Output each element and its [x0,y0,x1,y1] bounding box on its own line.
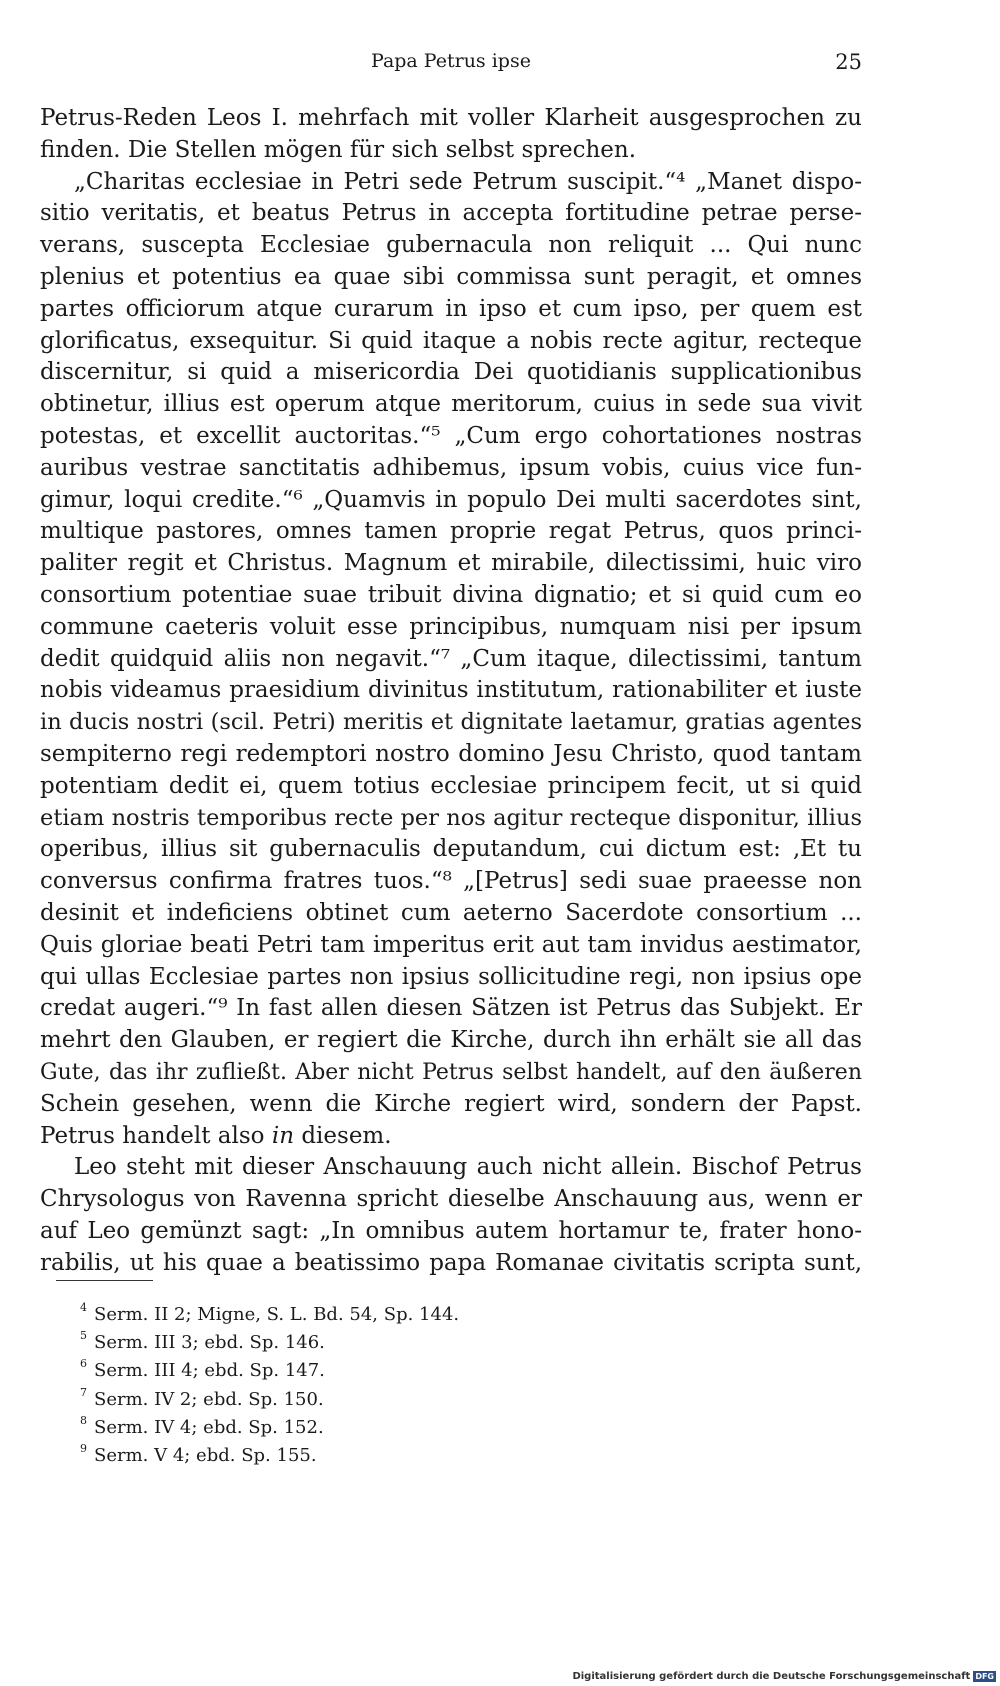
footnote-text: Serm. III 4; ebd. Sp. 147. [94,1360,325,1382]
running-header [40,50,862,80]
footnote [80,1383,459,1411]
text-line: Quis gloriae beati Petri tam imperitus erit aut tam invidus aestimator, [40,931,862,958]
emphasized-word: in [271,1122,295,1149]
text-line: partes officiorum atque curarum in ipso et cum ipso, per quem est [40,295,862,322]
footnote-mark: 7 [80,1385,87,1399]
footnote [80,1354,459,1382]
footnote-text: Serm. IV 2; ebd. Sp. 150. [94,1388,324,1410]
text-line: gimur, loqui credite.“⁶ „Quamvis in populo Dei multi sacerdotes sint, [40,486,862,513]
text-line: potentiam dedit ei, quem totius ecclesiae principem fecit, ut si quid [40,772,862,799]
text-line: obtinetur, illius est operum atque meritorum, cuius in sede sua vivit [40,391,862,418]
text-line: qui ullas Ecclesiae partes non ipsius sollicitudine regi, non ipsius ope [40,963,862,990]
page-number: 25 [835,50,862,74]
footnote-text: Serm. IV 4; ebd. Sp. 152. [94,1416,324,1438]
text-line: desinit et indeficiens obtinet cum aeterno Sacerdote consortium ... [40,899,862,926]
text-line: potestas, et excellit auctoritas.“⁵ „Cum ergo cohortationes nostras [40,422,862,449]
text-line: Petrus-Reden Leos I. mehrfach mit voller Klarheit ausgesprochen zu [40,105,862,131]
text-line: glorificatus, exsequitur. Si quid itaque a nobis recte agitur, recteque [40,327,862,354]
text-line: auribus vestrae sanctitatis adhibemus, ipsum vobis, cuius vice fun- [40,454,862,481]
footnote [80,1411,459,1439]
text-line: verans, suscepta Ecclesiae gubernacula non reliquit ... Qui nunc [40,232,862,259]
body-text [40,103,862,1279]
text-line: auf Leo gemünzt sagt: „In omnibus autem hortamur te, frater hono- [40,1217,862,1244]
digitization-credit [572,1671,996,1682]
text-line: operibus, illius sit gubernaculis deputandum, cui dictum est: ‚Et tu [40,836,862,863]
footnote-mark: 9 [80,1442,87,1456]
text-line: in ducis nostri (scil. Petri) meritis et dignitate laetamur, gratias agentes [40,709,862,736]
text-line: consortium potentiae suae tribuit divina dignatio; et si quid cum eo [40,581,862,608]
text-line: rabilis, ut his quae a beatissimo papa Romanae civitatis scripta sunt, [40,1249,862,1276]
text-line: discernitur, si quid a misericordia Dei quotidianis supplicationibus [40,359,862,386]
footnote-mark: 6 [80,1357,87,1371]
footnote-text: Serm. III 3; ebd. Sp. 146. [94,1332,325,1354]
text-line: multique pastores, omnes tamen proprie regat Petrus, quos princi- [40,518,862,545]
text-line: mehrt den Glauben, er regiert die Kirche, durch ihn erhält sie all das [40,1027,862,1054]
text-line: paliter regit et Christus. Magnum et mirabile, dilectissimi, huic viro [40,550,862,577]
running-title: Papa Petrus ipse [371,50,531,72]
text-line: dedit quidquid aliis non negavit.“⁷ „Cum itaque, dilectissimi, tantum [40,645,862,672]
text-line: sitio veritatis, et beatus Petrus in accepta fortitudine petrae perse- [40,200,862,227]
text-line: commune caeteris voluit esse principibus, numquam nisi per ipsum [40,613,862,640]
text-line: etiam nostris temporibus recte per nos agitur recteque disponitur, illius [40,804,862,831]
text-line: credat augeri.“⁹ In fast allen diesen Sätzen ist Petrus das Subjekt. Er [40,995,862,1022]
footnote-text: Serm. V 4; ebd. Sp. 155. [94,1445,317,1467]
footnote [80,1326,459,1354]
footnote [80,1298,459,1326]
text-run: diesem. [294,1122,392,1149]
footnote [80,1439,459,1467]
text-run: Petrus handelt also [40,1122,272,1149]
dfg-logo: DFG [975,1672,994,1681]
text-line: Schein gesehen, wenn die Kirche regiert wird, sondern der Papst. [40,1090,862,1117]
text-line: nobis videamus praesidium divinitus institutum, rationabiliter et iuste [40,677,862,704]
footnote-rule [56,1280,153,1281]
text-line: „Charitas ecclesiae in Petri sede Petrum suscipit.“⁴ „Manet dispo- [74,168,862,195]
text-line: Gute, das ihr zufließt. Aber nicht Petrus selbst handelt, auf den äußeren [40,1059,862,1085]
text-line: plenius et potentius ea quae sibi commissa sunt peragit, et omnes [40,263,862,290]
text-line: sempiterno regi redemptori nostro domino Jesu Christo, quod tantam [40,740,862,767]
text-line-paragraph-end [40,1121,862,1153]
credit-text: Digitalisierung gefördert durch die Deutsche Forschungsgemeinschaft [572,1671,971,1682]
text-line: finden. Die Stellen mögen für sich selbst sprechen. [40,136,637,163]
text-line: Leo steht mit dieser Anschauung auch nicht allein. Bischof Petrus [74,1154,862,1181]
footnote-mark: 4 [80,1301,87,1314]
footnote-mark: 8 [80,1413,87,1427]
text-line: conversus confirma fratres tuos.“⁸ „[Petrus] sedi suae praeesse non [40,868,862,895]
footnote-text: Serm. II 2; Migne, S. L. Bd. 54, Sp. 144. [94,1304,460,1325]
footnotes [80,1298,459,1467]
footnote-mark: 5 [80,1329,87,1343]
text-line: Chrysologus von Ravenna spricht dieselbe Anschauung aus, wenn er [40,1186,862,1213]
